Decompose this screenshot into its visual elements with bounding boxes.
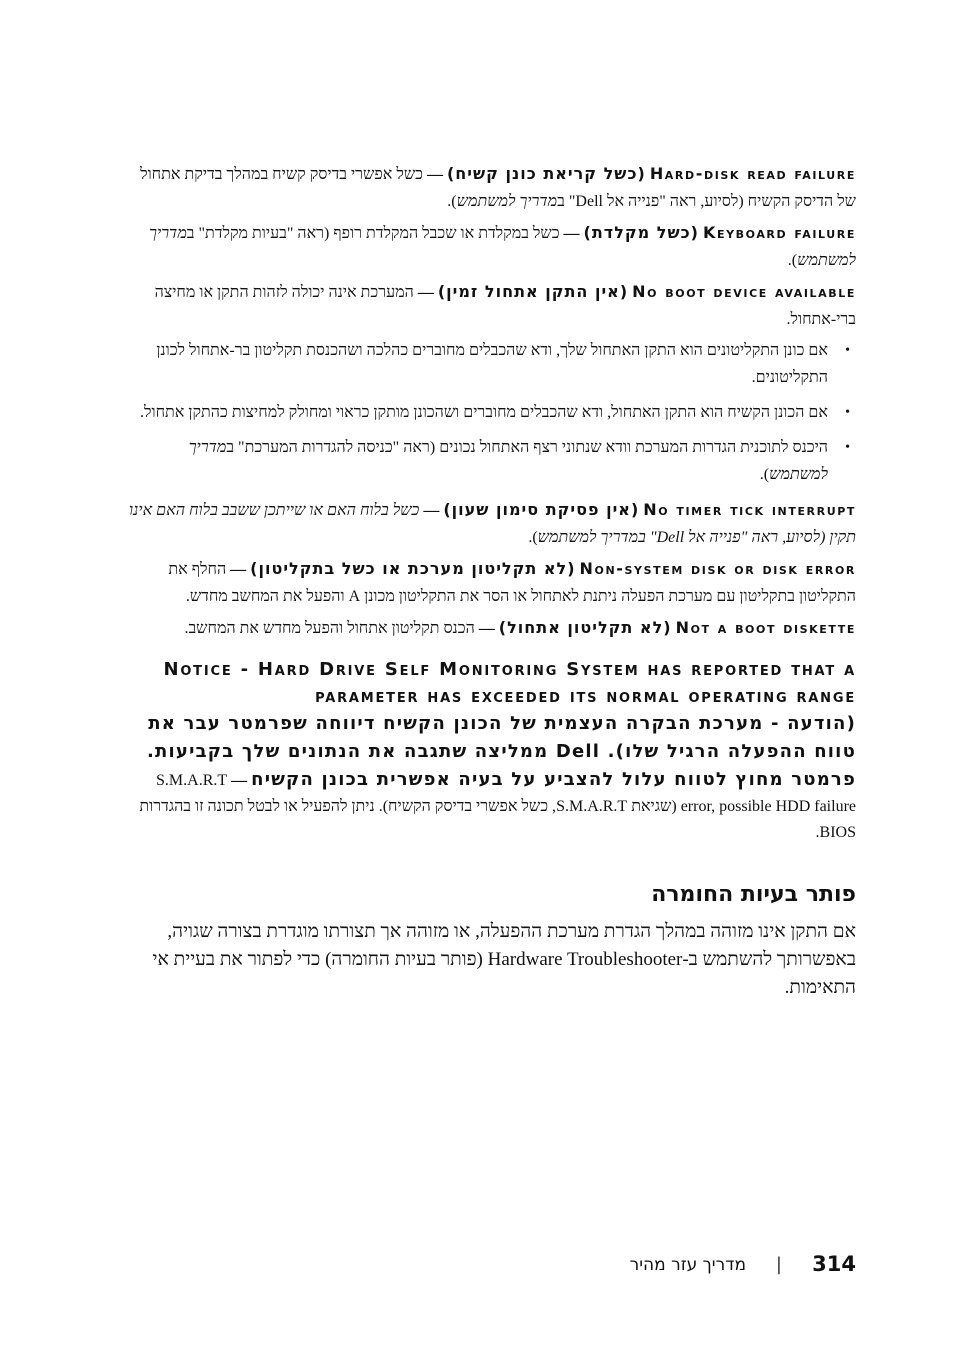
footer-title: מדריך עזר מהיר	[629, 1255, 746, 1275]
entry-text-end: ).	[787, 252, 798, 269]
entry-dash: —	[426, 166, 443, 183]
bullet-icon: •	[845, 440, 850, 455]
entry-dash: —	[478, 620, 495, 637]
list-item	[128, 399, 856, 426]
entry-english-term: No boot device available	[632, 282, 856, 301]
bullet-text: אם הכונן הקשיח הוא התקן האתחול, ודא שהכבלים מחוברים ושהכונן מותקן כראוי ומחולק למחיצות כהתקן אתחול.	[139, 404, 828, 421]
page-footer	[128, 1252, 856, 1282]
entry-dash: —	[417, 284, 434, 301]
entry-dash: —	[423, 502, 440, 519]
page-content	[128, 160, 856, 1002]
entry-hebrew-term: (לא תקליטון מערכת או כשל בתקליטון)	[250, 559, 576, 578]
entry-text: החלף את התקליטון בתקליטון עם מערכת הפעלה ניתנת לאתחול או הסר את התקליטון מכונן A והפעל את המחשב מחדש.	[168, 561, 856, 605]
entry-hard-disk-read-failure	[128, 160, 856, 215]
list-item	[128, 434, 856, 488]
entry-hebrew-term: (כשל מקלדת)	[583, 223, 699, 242]
section-title: פותר בעיות החומרה	[651, 882, 856, 907]
entry-dash: —	[563, 225, 580, 242]
entry-not-a-boot-diskette	[128, 614, 856, 642]
entry-dash: —	[230, 561, 247, 578]
entry-no-boot-device	[128, 278, 856, 333]
entry-hebrew-term: (אין התקן אתחול זמין)	[437, 282, 629, 301]
entry-english-term: Not a boot diskette	[675, 618, 856, 637]
entry-text: הכנס תקליטון אתחול והפעל מחדש את המחשב.	[184, 620, 475, 637]
entry-text: המערכת אינה יכולה לזהות התקן או מחיצה ברי-אתחול.	[154, 284, 856, 328]
entry-english-term: Keyboard failure	[703, 223, 856, 242]
footer-separator: |	[775, 1254, 782, 1275]
entry-english-term: Non-system disk or disk error	[579, 559, 856, 578]
bullet-text-emphasis: מדריך למשתמש	[188, 439, 828, 483]
entry-text-end: ).	[528, 529, 538, 546]
entry-text-emphasis: מדריך למשתמש	[537, 529, 639, 546]
notice-dash: —	[231, 772, 248, 789]
notice-text: S.M.A.R.T error, possible HDD failure (שגיאת S.M.A.R.T, כשל אפשרי בדיסק הקשיח). ניתן להפעיל או לבטל תכונה זו בהגדרות BIOS.	[139, 772, 856, 841]
page-number: 314	[812, 1252, 856, 1276]
notice-english-title: Notice - Hard Drive Self Monitoring System has reported that a parameter has exceeded its normal operating range	[163, 659, 856, 707]
entry-text: כשל במקלדת או שכבל המקלדת רופף (ראה "בעיות מקלדת" ב	[186, 225, 560, 242]
bullet-icon: •	[845, 405, 850, 420]
entry-english-term: No timer tick interrupt	[643, 500, 856, 519]
entry-text: כשל אפשרי בדיסק קשיח במהלך בדיקת אתחול של הדיסק הקשיח (לסיוע, ראה "פנייה אל Dell" ב	[140, 166, 856, 210]
entry-text-end: ).	[447, 193, 457, 210]
boot-device-bullet-list	[128, 337, 856, 488]
notice-hebrew-title: (הודעה - מערכת הבקרה העצמית של הכונן הקשיח דיווחה שפרמטר עבר את טווח ההפעלה הרגיל שלו). Dell ממליצה שתגבה את הנתונים שלך בקביעות. פרמטר מחוץ לטווח עלול להצביע על בעיה אפשרית בכונן הקשיח	[147, 713, 856, 790]
bullet-text-end: ).	[759, 466, 770, 483]
entry-hebrew-term: (כשל קריאת כונן קשיח)	[446, 164, 646, 183]
entry-hebrew-term: (לא תקליטון אתחול)	[498, 618, 672, 637]
entry-english-term: Hard-disk read failure	[649, 164, 856, 183]
entry-non-system-disk	[128, 555, 856, 610]
bullet-icon: •	[845, 343, 850, 358]
entry-text: כשל בלוח האם או שייתכן ששבב בלוח האם אינו תקין (לסיוע, ראה "פנייה אל Dell" ב	[129, 502, 856, 546]
smart-notice	[128, 656, 856, 846]
entry-no-timer-tick	[128, 496, 856, 551]
list-item	[128, 337, 856, 391]
entry-text-emphasis: מדריך למשתמש	[456, 193, 558, 210]
entry-keyboard-failure	[128, 219, 856, 274]
bullet-text: היכנס לתוכנית הגדרות המערכת וודא שנתוני רצף האתחול נכונים (ראה "כניסה להגדרות המערכת" ב	[226, 439, 828, 456]
entry-hebrew-term: (אין פסיקת סימון שעון)	[443, 500, 640, 519]
section-body: אם התקן אינו מזוהה במהלך הגדרת מערכת ההפעלה, או מזוהה אך תצורתו מוגדרת בצורה שגויה, באפשרותך להשתמש ב-Hardware Troubleshooter (פותר בעיות החומרה) כדי לפתור את בעיית אי התאימות.	[152, 921, 856, 998]
entry-text-emphasis: מדריך למשתמש	[149, 225, 856, 269]
bullet-text: אם כונן התקליטונים הוא התקן האתחול שלך, ודא שהכבלים מחוברים כהלכה ושהכנסת תקליטון בר-אתחול לכונן התקליטונים.	[156, 342, 828, 386]
